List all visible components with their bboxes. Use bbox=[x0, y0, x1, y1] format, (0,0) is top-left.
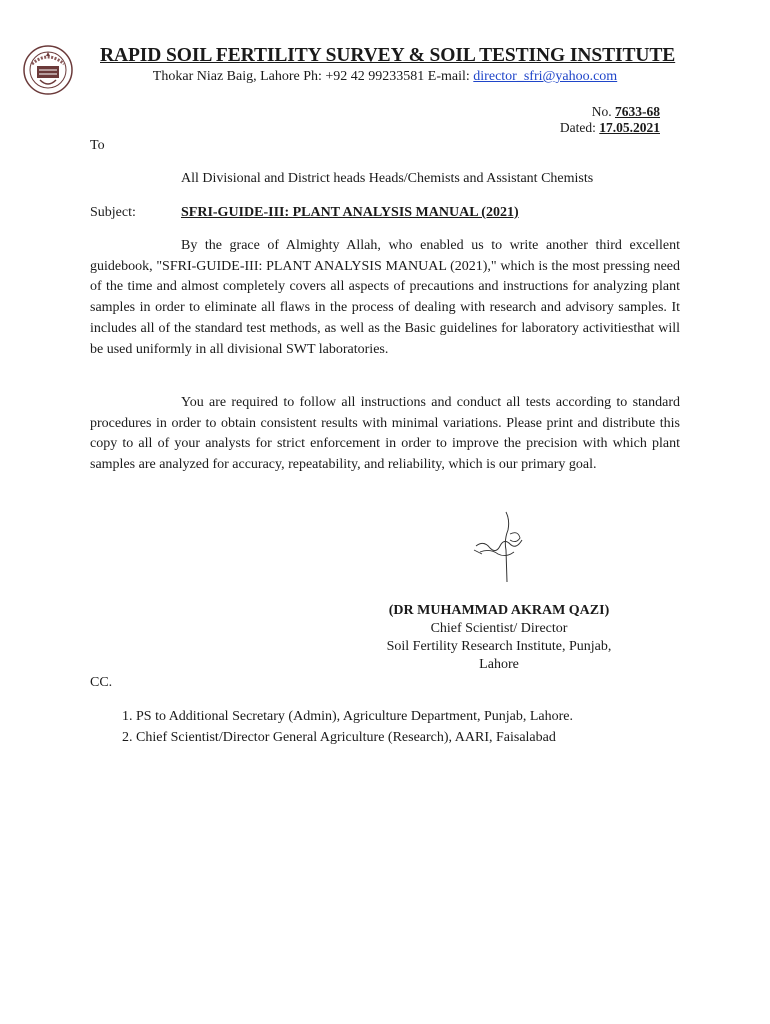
signatory-org-line-1: Soil Fertility Research Institute, Punjab, bbox=[386, 639, 612, 654]
signatory-title: Chief Scientist/ Director bbox=[430, 621, 568, 636]
address-phone-text: Thokar Niaz Baig, Lahore Ph: +92 42 99233581 E-mail: bbox=[152, 69, 474, 84]
cc-list-item: 2. Chief Scientist/Director General Agriculture (Research), AARI, Faisalabad bbox=[136, 728, 573, 749]
date-value: 17.05.2021 bbox=[599, 120, 660, 135]
ref-no-value: 7633-68 bbox=[615, 104, 660, 119]
body-paragraph-2: You are required to follow all instructions and conduct all tests according to standard procedures in order to obtain consistent results with minimal variations. Please print and distribute this copy to all of your analysts for strict enforcement in order to improve the precision with which plant samples are analyzed for accuracy, repeatability, and reliability, which is our primary goal. bbox=[90, 395, 680, 473]
signatory-block bbox=[370, 602, 628, 674]
to-label: To bbox=[90, 138, 105, 153]
date-label: Dated: bbox=[559, 120, 600, 135]
body-paragraph-1: By the grace of Almighty Allah, who enabled us to write another third excellent guidebook, "SFRI-GUIDE-III: PLANT ANALYSIS MANUAL (2021)," which is the most pressing need of the time and almost completely covers all aspects of precautions and instructions for analyzing plant samples in order to eliminate all flaws in the process of dealing with research and advisory samples. It includes all of the standard test methods, as well as the Basic guidelines for laboratory activitiesthat will be used uniformly in all divisional SWT laboratories. bbox=[90, 238, 680, 357]
signatory-name: (DR MUHAMMAD AKRAM QAZI) bbox=[388, 603, 610, 618]
signatory-org-line-2: Lahore bbox=[479, 657, 519, 672]
recipients-text: All Divisional and District heads Heads/Chemists and Assistant Chemists bbox=[181, 171, 594, 186]
institute-contact-line bbox=[100, 69, 670, 85]
subject-text: SFRI-GUIDE-III: PLANT ANALYSIS MANUAL (2021) bbox=[181, 205, 519, 220]
ref-no-label: No. bbox=[591, 104, 615, 119]
email-link[interactable]: director_sfri@yahoo.com bbox=[473, 69, 618, 84]
handwritten-signature-icon bbox=[470, 510, 530, 590]
subject-label: Subject: bbox=[90, 205, 136, 220]
institute-seal-icon bbox=[22, 44, 74, 96]
cc-list bbox=[108, 707, 573, 748]
cc-list-item: 1. PS to Additional Secretary (Admin), Agriculture Department, Punjab, Lahore. bbox=[136, 707, 573, 728]
institute-name-heading: RAPID SOIL FERTILITY SURVEY & SOIL TESTING INSTITUTE bbox=[100, 45, 676, 66]
cc-label: CC. bbox=[90, 675, 113, 690]
reference-block bbox=[560, 104, 660, 136]
